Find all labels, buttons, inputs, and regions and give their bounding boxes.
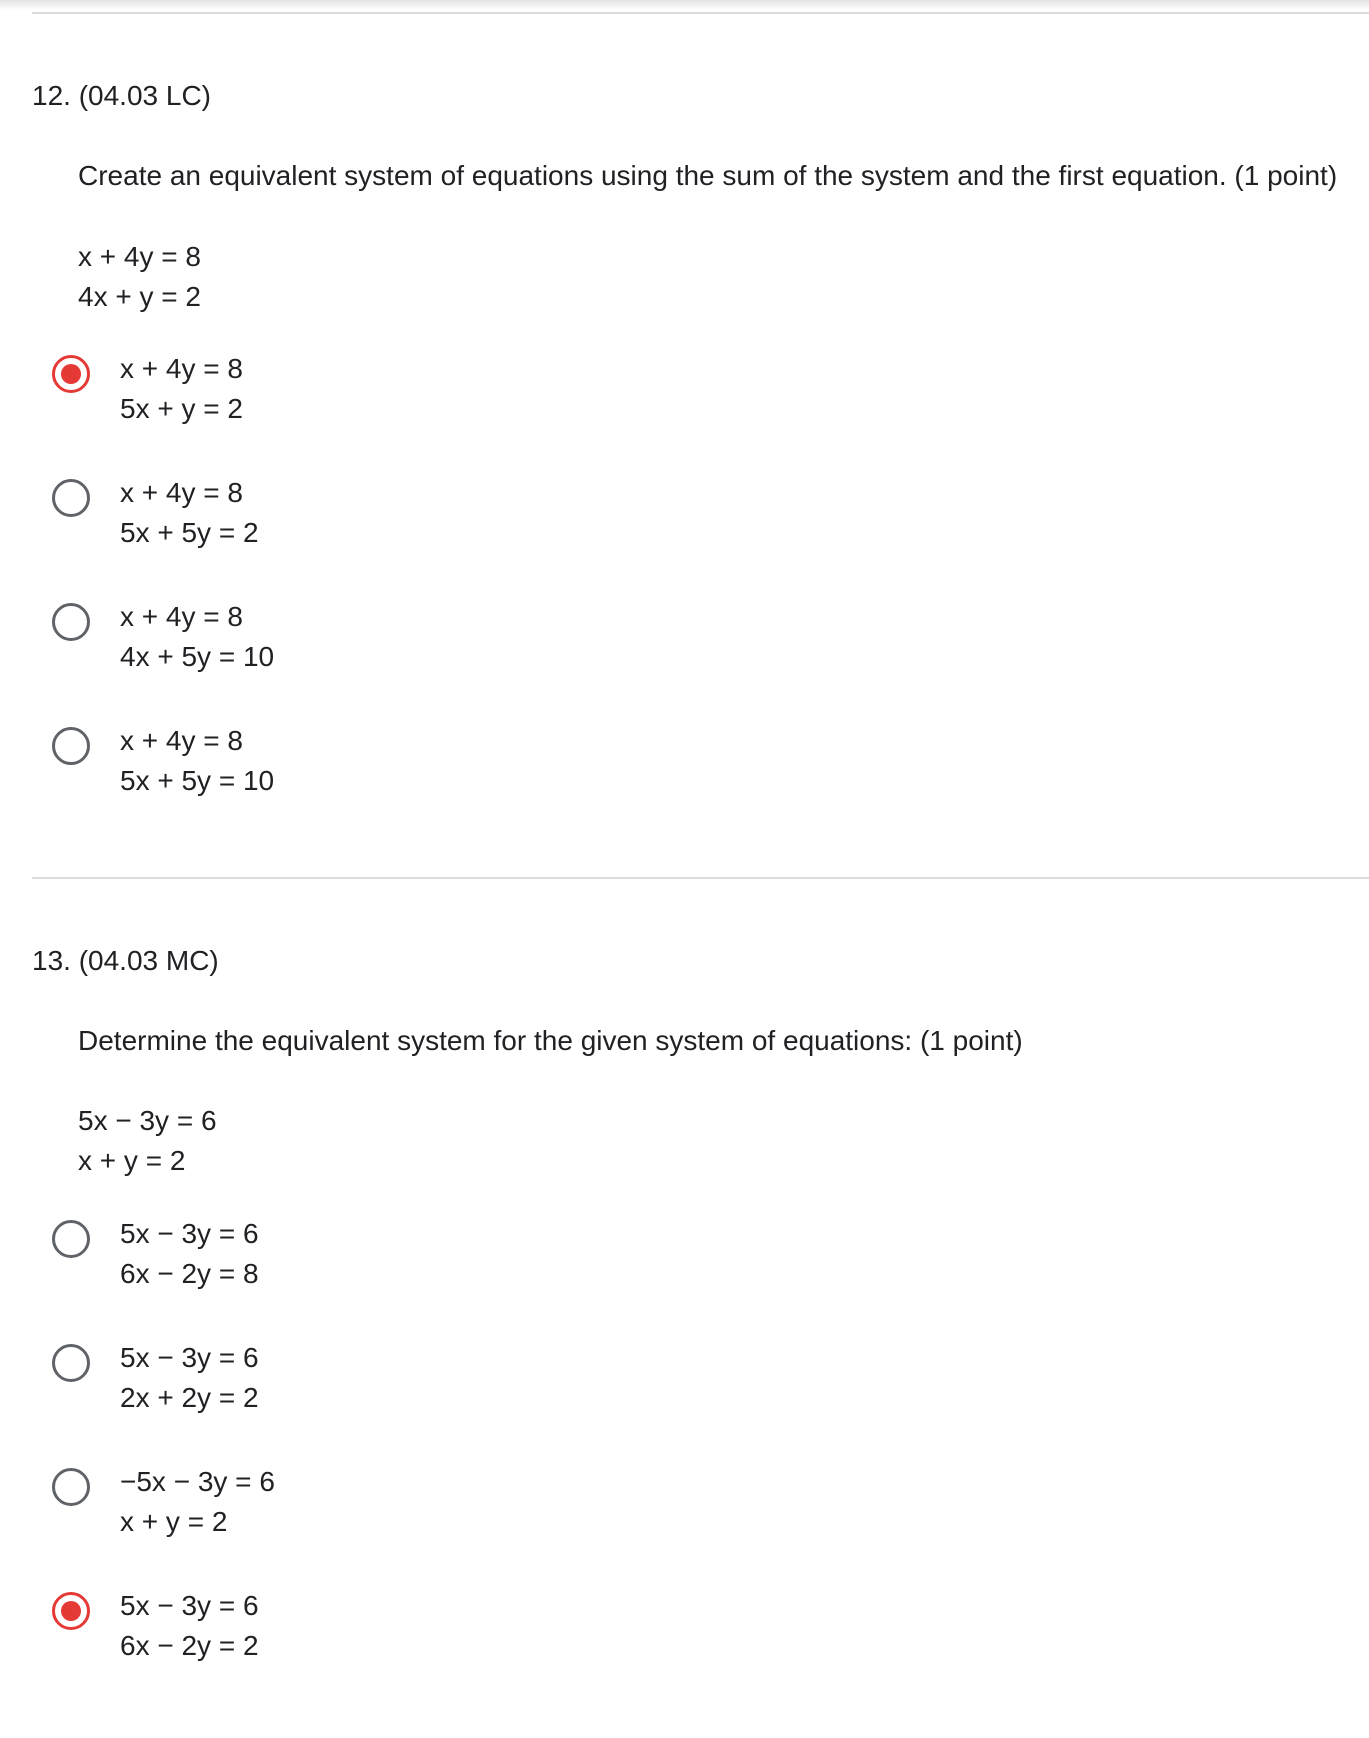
radio-unselected-icon[interactable] [52, 603, 90, 641]
option-equation-1: −5x − 3y = 6 [120, 1466, 275, 1497]
radio-selected-icon[interactable] [52, 355, 90, 393]
divider-top [32, 12, 1369, 14]
option-equation-1: x + 4y = 8 [120, 353, 243, 384]
option-equation-1: 5x − 3y = 6 [120, 1218, 259, 1249]
question-prompt: Create an equivalent system of equations using the sum of the system and the first equation. (1 point) [78, 160, 1338, 191]
answer-option-a[interactable] [50, 347, 650, 447]
divider-between-questions [32, 877, 1369, 879]
radio-unselected-icon[interactable] [52, 479, 90, 517]
option-text [120, 349, 243, 429]
option-text [120, 721, 274, 801]
system-equation-1: x + 4y = 8 [78, 241, 201, 272]
option-equation-2: 6x − 2y = 8 [120, 1258, 259, 1289]
system-equation-2: x + y = 2 [78, 1145, 186, 1176]
given-system [78, 237, 201, 317]
question-title: 13. (04.03 MC) [32, 945, 219, 976]
question-title: 12. (04.03 LC) [32, 80, 211, 111]
option-equation-2: 5x + 5y = 10 [120, 765, 275, 796]
option-text [120, 1214, 259, 1294]
system-equation-2: 4x + y = 2 [78, 281, 201, 312]
answer-option-d[interactable] [50, 1584, 650, 1684]
option-equation-2: x + y = 2 [120, 1506, 228, 1537]
option-equation-2: 5x + y = 2 [120, 393, 243, 424]
option-text [120, 1462, 275, 1542]
option-equation-1: x + 4y = 8 [120, 601, 243, 632]
answer-option-c[interactable] [50, 595, 650, 695]
answer-option-a[interactable] [50, 1212, 650, 1312]
option-text [120, 1338, 259, 1418]
answer-option-d[interactable] [50, 719, 650, 819]
system-equation-1: 5x − 3y = 6 [78, 1105, 217, 1136]
option-equation-1: 5x − 3y = 6 [120, 1342, 259, 1373]
option-text [120, 473, 259, 553]
radio-unselected-icon[interactable] [52, 1220, 90, 1258]
question-prompt: Determine the equivalent system for the given system of equations: (1 point) [78, 1025, 1023, 1056]
option-equation-2: 6x − 2y = 2 [120, 1630, 259, 1661]
radio-unselected-icon[interactable] [52, 727, 90, 765]
option-equation-1: x + 4y = 8 [120, 725, 243, 756]
answer-option-b[interactable] [50, 471, 650, 571]
radio-selected-icon[interactable] [52, 1592, 90, 1630]
radio-unselected-icon[interactable] [52, 1468, 90, 1506]
option-equation-1: 5x − 3y = 6 [120, 1590, 259, 1621]
option-equation-2: 2x + 2y = 2 [120, 1382, 259, 1413]
option-text [120, 597, 274, 677]
option-text [120, 1586, 259, 1666]
option-equation-1: x + 4y = 8 [120, 477, 243, 508]
answer-option-c[interactable] [50, 1460, 650, 1560]
answer-option-b[interactable] [50, 1336, 650, 1436]
radio-unselected-icon[interactable] [52, 1344, 90, 1382]
given-system [78, 1101, 217, 1181]
option-equation-2: 4x + 5y = 10 [120, 641, 275, 672]
option-equation-2: 5x + 5y = 2 [120, 517, 259, 548]
top-shadow [0, 0, 1369, 10]
